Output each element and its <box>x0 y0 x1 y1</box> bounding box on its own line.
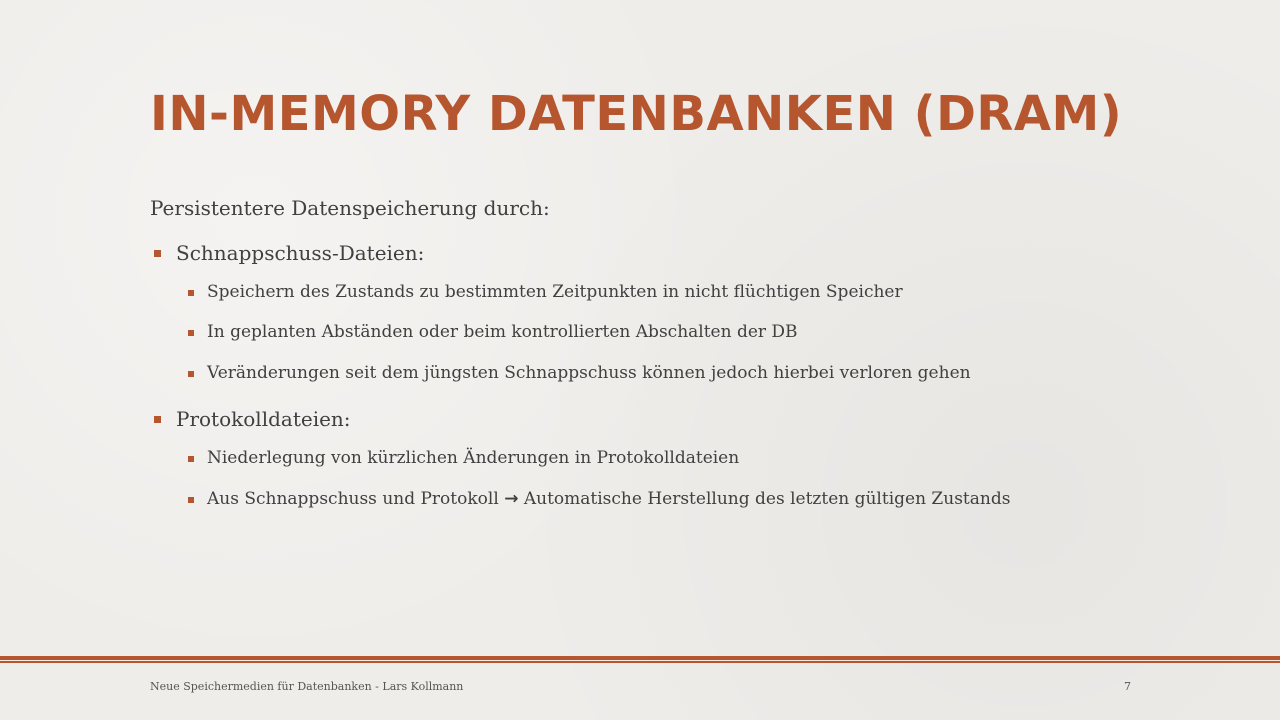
square-bullet-icon <box>188 330 194 336</box>
bullet-text: Niederlegung von kürzlichen Änderungen in Protokolldateien <box>207 448 740 469</box>
bullet-level2-item <box>150 363 1150 383</box>
bullet-text: Veränderungen seit dem jüngsten Schnappschuss können jedoch hierbei verloren gehen <box>207 362 971 383</box>
bullet-text-after-arrow: Automatische Herstellung des letzten gültigen Zustands <box>523 488 1011 509</box>
page-number: 7 <box>1124 680 1131 693</box>
bullet-level2-item <box>150 282 1150 302</box>
intro-text: Persistentere Datenspeicherung durch: <box>150 196 550 220</box>
square-bullet-icon <box>188 456 194 462</box>
bullet-text-before-arrow: Aus Schnappschuss und Protokoll <box>207 488 499 509</box>
bullet-text: Protokolldateien: <box>176 407 351 432</box>
square-bullet-icon <box>154 416 161 423</box>
bullet-text: In geplanten Abständen oder beim kontrollierten Abschalten der DB <box>207 322 798 343</box>
bullet-text: Schnappschuss-Dateien: <box>176 241 425 265</box>
slide-title: IN-MEMORY DATENBANKEN (DRAM) <box>150 86 1123 142</box>
bullet-level1-snapshot-files <box>150 241 1150 266</box>
bullet-level2-item <box>150 448 1150 468</box>
right-arrow-icon: → <box>504 488 519 509</box>
footer-text: Neue Speichermedien für Datenbanken - Lars Kollmann <box>150 680 464 693</box>
footer-rule-thick <box>0 656 1280 660</box>
bullet-level2-arrow-item <box>150 489 1087 509</box>
square-bullet-icon <box>188 290 194 296</box>
bullet-level2-item <box>150 322 1150 342</box>
square-bullet-icon <box>154 250 161 257</box>
footer-rule-thin <box>0 661 1280 663</box>
bullet-text: Speichern des Zustands zu bestimmten Zeitpunkten in nicht flüchtigen Speicher <box>207 282 903 302</box>
bullet-level1-log-files <box>150 407 1150 432</box>
slide-content <box>150 196 1150 529</box>
square-bullet-icon <box>188 497 194 503</box>
square-bullet-icon <box>188 371 194 377</box>
